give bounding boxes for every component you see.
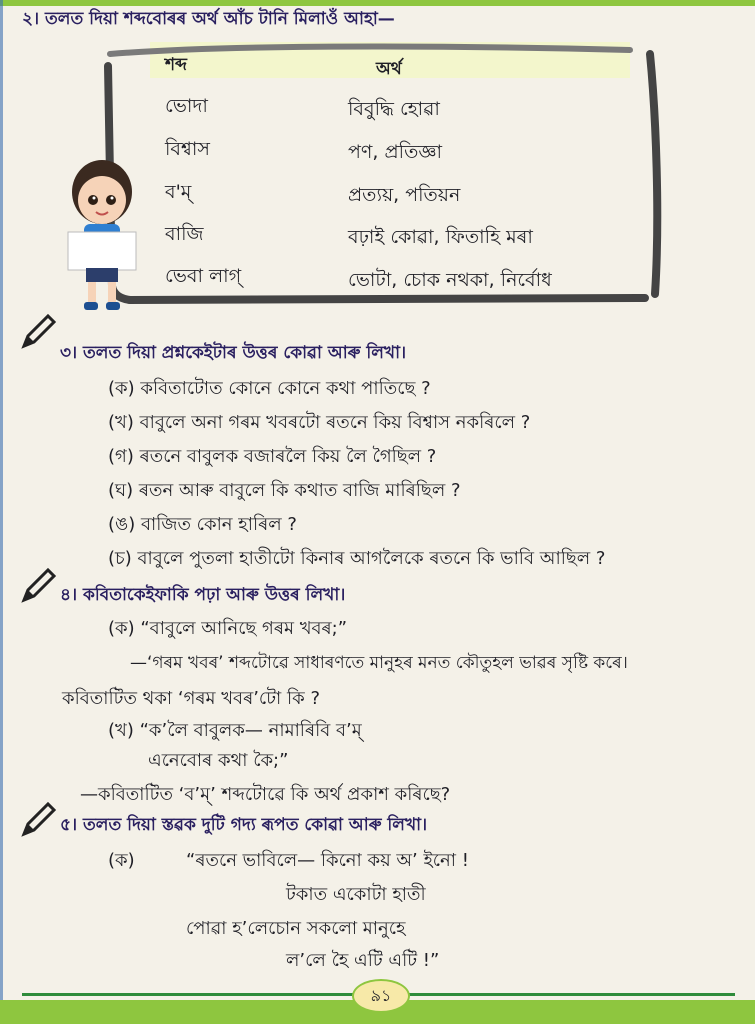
q5-heading: ৫। তলত দিয়া স্তৱক দুটি গদ্য ৰূপত কোৱা আৰু লিখা। <box>60 815 428 835</box>
q5-verse-line: পোৱা হ’লেচোন সকলো মানুহে <box>186 918 406 939</box>
word-5: ভেবা লাগ্ <box>165 265 242 287</box>
q3-item: (ঙ) বাজিত কোন হাৰিল ? <box>108 514 297 535</box>
meaning-1: বিবুদ্ধি হোৱা <box>348 98 440 120</box>
q3-item: (ক) কবিতাটোত কোনে কোনে কথা পাতিছে ? <box>108 378 431 399</box>
q2-heading: ২। তলত দিয়া শব্দবোৰৰ অৰ্থ আঁচ টানি মিলাওঁ আহা— <box>22 9 395 29</box>
meaning-3: প্ৰত্যয়, পতিয়ন <box>348 184 461 206</box>
meaning-2: পণ, প্ৰতিজ্ঞা <box>348 141 443 163</box>
meaning-4: বঢ়াই কোৱা, ফিতাহি মৰা <box>348 226 533 248</box>
q3-item: (চ) বাবুলে পুতলা হাতীটো কিনাৰ আগলৈকে ৰতনে কি ভাবি আছিল ? <box>108 548 606 569</box>
q4-heading: ৪। কবিতাকেইফাকি পঢ়া আৰু উত্তৰ লিখা। <box>60 585 346 605</box>
child-holding-sign-illustration <box>64 156 140 314</box>
column-header-word: শব্দ <box>165 55 187 75</box>
q4-k-statement: —‘গৰম খবৰ’ শব্দটোৱে সাধাৰণতে মানুহৰ মনত কৌতুহল ভাৱৰ সৃষ্টি কৰে। <box>130 653 628 673</box>
q3-item: (গ) ৰতনে বাবুলক বজাৰলৈ কিয় লৈ গৈছিল ? <box>108 446 437 467</box>
pencil-icon <box>18 800 58 840</box>
pencil-icon <box>18 312 58 352</box>
word-1: ভোদা <box>165 95 208 117</box>
page-edge <box>0 0 3 1024</box>
word-2: বিশ্বাস <box>165 138 210 160</box>
q5-verse-line: ল’লে হৈ এটি এটি !” <box>286 950 440 971</box>
pencil-icon <box>18 566 58 606</box>
q4-kh-question: —কবিতাটিত ‘ব’ম্’ শব্দটোৱে কি অৰ্থ প্ৰকাশ কৰিছে? <box>80 784 451 805</box>
q3-heading: ৩। তলত দিয়া প্ৰশ্নকেইটাৰ উত্তৰ কোৱা আৰু লিখা। <box>60 343 407 363</box>
q3-item: (খ) বাবুলে অনা গৰম খবৰটো ৰতনে কিয় বিশ্বাস নকৰিলে ? <box>108 412 531 433</box>
q5-label: (ক) <box>108 850 135 871</box>
q5-verse-line: “ৰতনে ভাবিলে— কিনো কয় অ’ ইনো ! <box>186 850 469 871</box>
q4-kh-quote-line2: এনেবোৰ কথা কৈ;” <box>148 750 289 771</box>
word-4: বাজি <box>165 223 204 245</box>
q5-verse-line: টকাত একোটা হাতী <box>286 884 426 905</box>
q4-k-question: কবিতাটিত থকা ‘গৰম খবৰ’টো কি ? <box>62 688 320 709</box>
column-header-meaning: অৰ্থ <box>376 59 402 79</box>
q3-item: (ঘ) ৰতন আৰু বাবুলে কি কথাত বাজি মাৰিছিল ? <box>108 480 461 501</box>
page-number: ৯১ <box>352 979 410 1013</box>
meaning-5: ভোটা, চোক নথকা, নিৰ্বোধ <box>348 269 552 291</box>
q4-k-quote: (ক) “বাবুলে আনিছে গৰম খবৰ;” <box>108 618 348 639</box>
q4-kh-quote-line1: (খ) “ক’লৈ বাবুলক— নামাৰিবি ব’ম্ <box>108 720 362 741</box>
word-3: ব'ম্ <box>165 181 192 203</box>
